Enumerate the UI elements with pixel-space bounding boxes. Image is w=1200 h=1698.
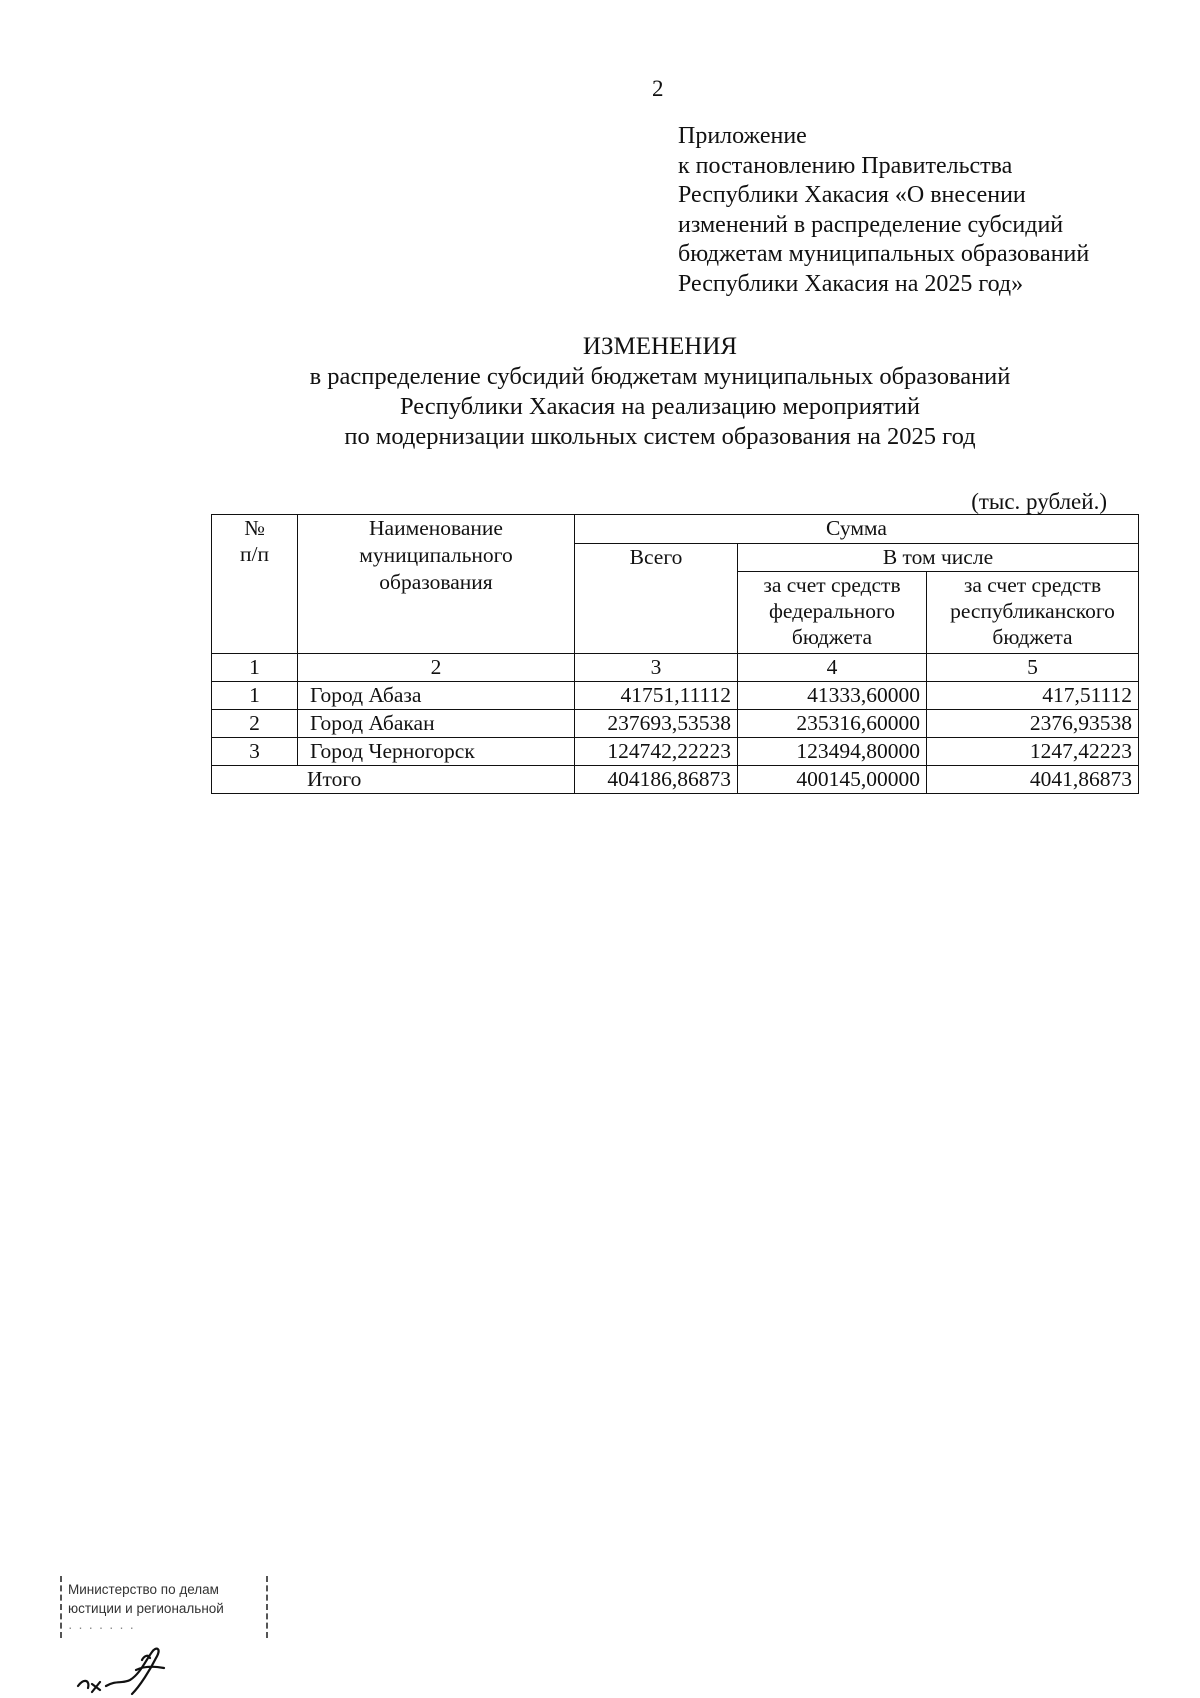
header-sum: Сумма: [575, 515, 1139, 544]
row-federal: 123494,80000: [738, 738, 927, 766]
header-republic-line: республиканского: [950, 599, 1115, 623]
row-federal: 41333,60000: [738, 682, 927, 710]
document-heading: [0, 332, 1200, 452]
row-name: Город Абаза: [298, 682, 575, 710]
column-number: 4: [738, 654, 927, 682]
header-name-line: муниципального: [359, 543, 513, 567]
header-total: Всего: [575, 544, 738, 654]
header-no: [212, 515, 298, 654]
header-no-line: п/п: [240, 542, 269, 566]
header-name: [298, 515, 575, 654]
heading-title: ИЗМЕНЕНИЯ: [582, 333, 738, 360]
row-total: 237693,53538: [575, 710, 738, 738]
row-total: 41751,11112: [575, 682, 738, 710]
row-no: 3: [212, 738, 298, 766]
totals-label: Итого: [212, 766, 575, 794]
row-total: 124742,22223: [575, 738, 738, 766]
header-federal-line: федерального: [769, 599, 895, 623]
ministry-stamp: [60, 1576, 268, 1638]
column-number: 2: [298, 654, 575, 682]
totals-row: [212, 766, 1139, 794]
appendix-line: изменений в распределение субсидий: [678, 211, 1064, 238]
totals-federal: 400145,00000: [738, 766, 927, 794]
table-row: [212, 682, 1139, 710]
allocation-table: [211, 514, 1139, 794]
page-number: 2: [652, 76, 664, 101]
appendix-line: бюджетам муниципальных образований: [678, 241, 1090, 267]
header-republic-line: бюджета: [992, 625, 1073, 649]
row-republic: 1247,42223: [927, 738, 1139, 766]
column-number: 5: [927, 654, 1139, 682]
header-republic: [927, 572, 1139, 654]
header-name-line: образования: [379, 570, 493, 594]
units-label: (тыс. рублей.): [971, 489, 1107, 514]
table-row: [212, 710, 1139, 738]
header-federal-line: за счет средств: [763, 573, 901, 597]
heading-line: по модернизации школьных систем образования на 2025 год: [344, 423, 976, 450]
row-no: 2: [212, 710, 298, 738]
header-republic-line: за счет средств: [963, 573, 1102, 597]
row-federal: 235316,60000: [738, 710, 927, 738]
appendix-line: к постановлению Правительства: [678, 152, 1013, 179]
table-row: [212, 738, 1139, 766]
appendix-block: [678, 122, 1158, 299]
stamp-faded-line: · · · · · · ·: [68, 1620, 135, 1635]
header-no-line: №: [244, 516, 265, 540]
appendix-line: Республики Хакасия на 2025 год»: [678, 270, 1024, 297]
row-republic: 2376,93538: [927, 710, 1139, 738]
stamp-line: Министерство по делам: [68, 1582, 219, 1597]
row-name: Город Черногорск: [298, 738, 575, 766]
heading-line: Республики Хакасия на реализацию мероприятий: [399, 393, 921, 420]
column-number: 3: [575, 654, 738, 682]
row-republic: 417,51112: [927, 682, 1139, 710]
appendix-line: Приложение: [678, 123, 807, 149]
stamp-line: юстиции и региональной: [68, 1601, 224, 1616]
column-number-row: [212, 654, 1139, 682]
handwritten-signature: [70, 1640, 190, 1696]
header-federal: [738, 572, 927, 654]
header-federal-line: бюджета: [791, 625, 873, 649]
header-including: В том числе: [738, 544, 1139, 572]
row-name: Город Абакан: [298, 710, 575, 738]
column-number: 1: [212, 654, 298, 682]
totals-total: 404186,86873: [575, 766, 738, 794]
row-no: 1: [212, 682, 298, 710]
totals-republic: 4041,86873: [927, 766, 1139, 794]
header-name-line: Наименование: [369, 516, 503, 540]
heading-line: в распределение субсидий бюджетам муниципальных образований: [309, 363, 1011, 390]
appendix-line: Республики Хакасия «О внесении: [678, 182, 1026, 208]
